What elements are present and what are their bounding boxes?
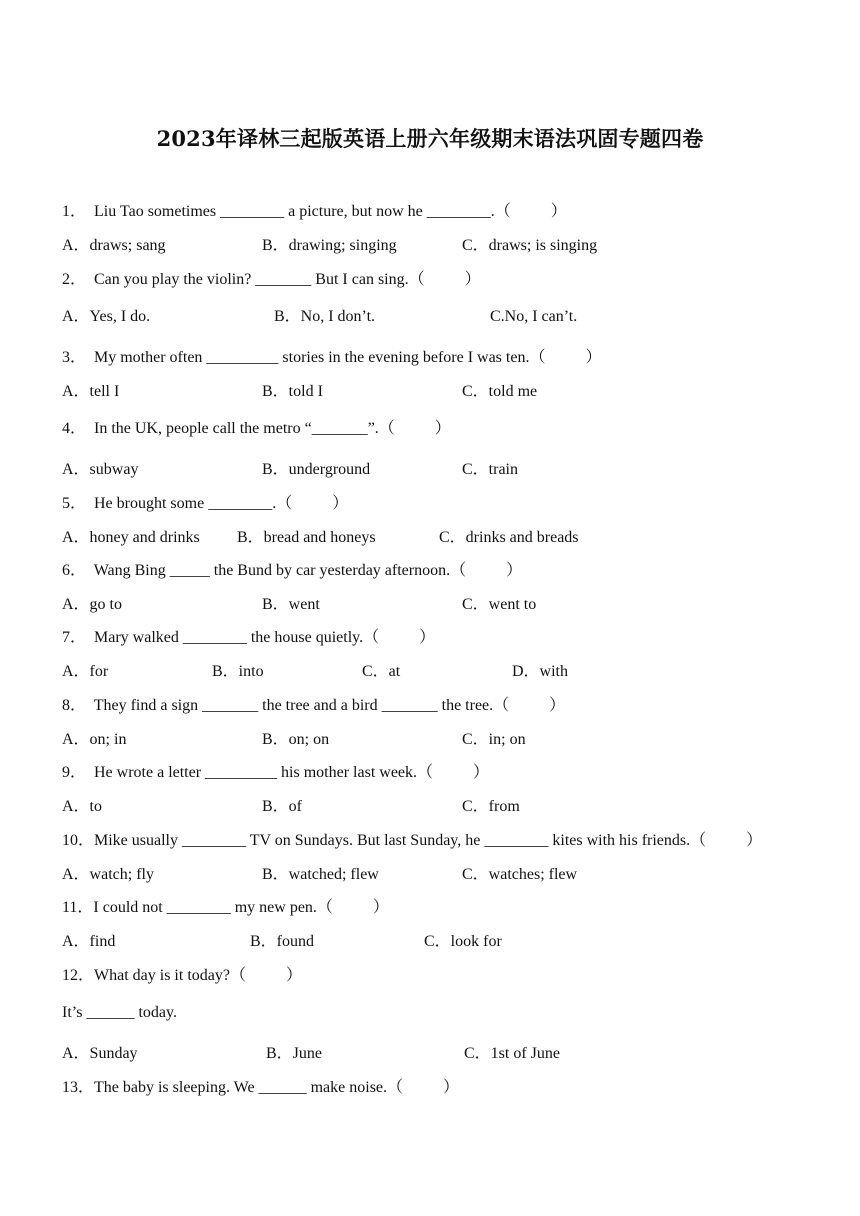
q8-option-b: B．on; on — [262, 731, 330, 748]
q6-option-b: B．went — [262, 596, 320, 613]
q7-option-c: C．at — [362, 663, 401, 680]
question-2: 2． Can you play the violin? _______ But I can sing.（ ） — [62, 271, 481, 288]
q12-option-a: A．Sunday — [62, 1045, 138, 1062]
q7-option-b: B．into — [212, 663, 264, 680]
q5-option-a: A．honey and drinks — [62, 529, 200, 546]
q2-option-c: C.No, I can’t. — [490, 308, 578, 325]
q5-option-b: B．bread and honeys — [237, 529, 376, 546]
question-11: 11．I could not ________ my new pen.（ ） — [62, 899, 389, 916]
q2-option-b: B．No, I don’t. — [274, 308, 376, 325]
q4-option-b: B．underground — [262, 461, 371, 478]
q12-option-b: B．June — [266, 1045, 323, 1062]
q9-option-a: A．to — [62, 798, 103, 815]
question-5: 5． He brought some ________.（ ） — [62, 495, 349, 512]
document-title: 2023年译林三起版英语上册六年级期末语法巩固专题四卷 — [156, 126, 704, 151]
q3-option-a: A．tell I — [62, 383, 120, 400]
q11-option-c: C．look for — [424, 933, 502, 950]
q2-option-a: A．Yes, I do. — [62, 308, 151, 325]
q11-option-a: A．find — [62, 933, 116, 950]
q1-option-a: A．draws; sang — [62, 237, 166, 254]
q6-option-a: A．go to — [62, 596, 123, 613]
question-7: 7． Mary walked ________ the house quietly.（ ） — [62, 629, 436, 646]
question-9: 9． He wrote a letter _________ his mother last week.（ ） — [62, 764, 490, 781]
q9-option-b: B．of — [262, 798, 303, 815]
q4-option-c: C．train — [462, 461, 518, 478]
q3-option-b: B．told I — [262, 383, 323, 400]
question-13: 13．The baby is sleeping. We ______ make noise.（ ） — [62, 1079, 460, 1096]
q4-option-a: A．subway — [62, 461, 139, 478]
q10-option-a: A．watch; fly — [62, 866, 154, 883]
q6-option-c: C．went to — [462, 596, 537, 613]
q3-option-c: C．told me — [462, 383, 538, 400]
q1-option-c: C．draws; is singing — [462, 237, 598, 254]
q8-option-c: C．in; on — [462, 731, 526, 748]
q1-option-b: B．drawing; singing — [262, 237, 397, 254]
q8-option-a: A．on; in — [62, 731, 127, 748]
q5-option-c: C．drinks and breads — [439, 529, 579, 546]
q7-option-a: A．for — [62, 663, 109, 680]
question-12: 12．What day is it today?（ ） — [62, 967, 302, 984]
question-4: 4． In the UK, people call the metro “_______”.（ ） — [62, 420, 451, 437]
q11-option-b: B．found — [250, 933, 315, 950]
question-8: 8． They find a sign _______ the tree and a bird _______ the tree.（ ） — [62, 697, 566, 714]
q10-option-c: C．watches; flew — [462, 866, 578, 883]
question-1: 1． Liu Tao sometimes ________ a picture, but now he ________.（ ） — [62, 203, 567, 220]
q12-option-c: C．1st of June — [464, 1045, 561, 1062]
q7-option-d: D．with — [512, 663, 569, 680]
q10-option-b: B．watched; flew — [262, 866, 379, 883]
question-6: 6． Wang Bing _____ the Bund by car yesterday afternoon.（ ） — [62, 562, 523, 579]
question-3: 3． My mother often _________ stories in the evening before I was ten.（ ） — [62, 349, 602, 366]
question-12-subline: It’s ______ today. — [62, 1004, 177, 1021]
q9-option-c: C．from — [462, 798, 520, 815]
question-10: 10．Mike usually ________ TV on Sundays. But last Sunday, he ________ kites with his friends.（ ） — [62, 832, 763, 849]
